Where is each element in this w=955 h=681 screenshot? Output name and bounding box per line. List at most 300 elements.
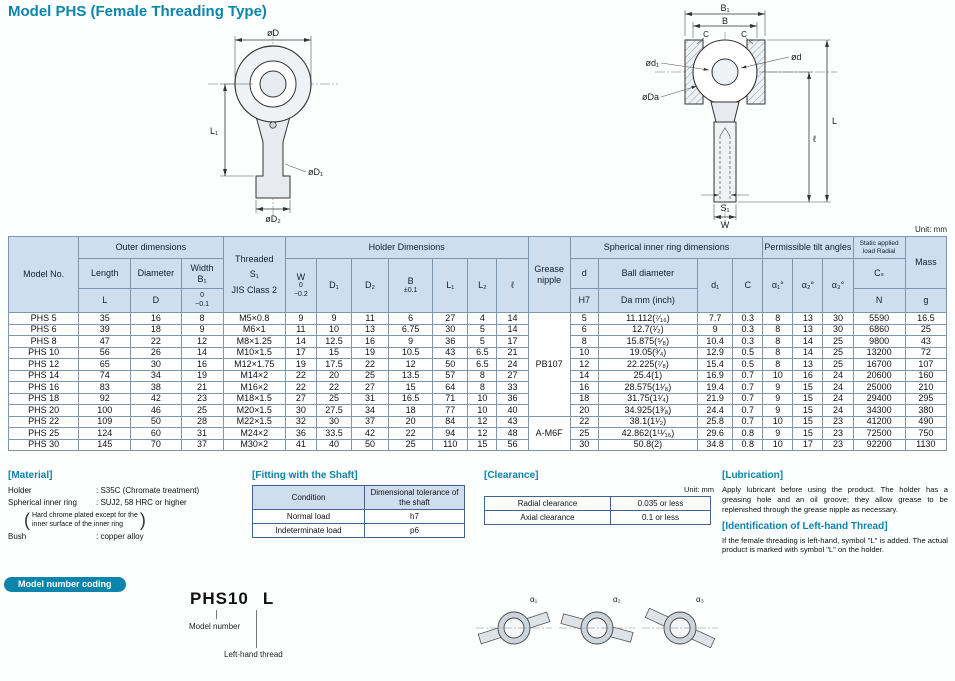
model-no-cell: PHS 8 bbox=[9, 336, 79, 348]
col-threaded: Threaded S₁ JIS Class 2 bbox=[223, 237, 285, 313]
dim-label-od: øD bbox=[267, 28, 279, 38]
spec-cell: 31.75(1¹⁄₄) bbox=[598, 393, 697, 405]
spec-cell: 0.3 bbox=[733, 336, 763, 348]
spec-cell: 57 bbox=[433, 370, 468, 382]
material-section bbox=[8, 470, 248, 544]
spec-cell: 74 bbox=[79, 370, 131, 382]
spec-cell: 36 bbox=[433, 336, 468, 348]
spec-cell: 0.7 bbox=[733, 393, 763, 405]
table-row: Radial clearance 0.035 or less bbox=[485, 497, 711, 511]
spec-cell: 42.862(1¹¹⁄₁₆) bbox=[598, 428, 697, 440]
coding-label-suffix: Left-hand thread bbox=[224, 650, 283, 659]
spec-cell: 30 bbox=[823, 313, 853, 325]
spec-cell: 750 bbox=[905, 428, 946, 440]
col-alpha2: α₂° bbox=[793, 259, 823, 313]
spec-cell: 15.875(⁵⁄₈) bbox=[598, 336, 697, 348]
model-number-example bbox=[190, 589, 274, 609]
spec-cell: 0.7 bbox=[733, 370, 763, 382]
rod-end-section-drawing bbox=[585, 2, 855, 230]
spec-cell: 8 bbox=[763, 313, 793, 325]
spec-cell: 16 bbox=[570, 382, 598, 394]
rod-end-front-view-drawing bbox=[158, 24, 398, 224]
spec-cell: 0.8 bbox=[733, 428, 763, 440]
group-outer-dimensions: Outer dimensions bbox=[79, 237, 223, 259]
spec-cell: 5 bbox=[468, 336, 497, 348]
spec-cell: 60 bbox=[131, 428, 181, 440]
spec-table-body bbox=[9, 313, 947, 451]
spec-cell: 25 bbox=[570, 428, 598, 440]
spec-cell: 41200 bbox=[853, 416, 905, 428]
spec-cell: 16.9 bbox=[698, 370, 733, 382]
spec-cell: 14 bbox=[497, 324, 528, 336]
spec-cell: 56 bbox=[79, 347, 131, 359]
spec-cell: 27 bbox=[497, 370, 528, 382]
spec-cell: 46 bbox=[131, 405, 181, 417]
model-number-coding-badge: Model number coding bbox=[4, 577, 126, 592]
spec-cell: 25 bbox=[181, 405, 223, 417]
spec-cell: 1130 bbox=[905, 439, 946, 451]
spec-cell: 12 bbox=[389, 359, 433, 371]
spec-cell: 13 bbox=[793, 359, 823, 371]
spec-cell: 34.925(1³⁄₈) bbox=[598, 405, 697, 417]
spec-cell: 64 bbox=[433, 382, 468, 394]
col-alpha3: α₃° bbox=[823, 259, 853, 313]
spec-cell: 31 bbox=[352, 393, 389, 405]
table-row: Axial clearance 0.1 or less bbox=[485, 511, 711, 525]
col-mass-unit: g bbox=[905, 289, 946, 313]
spec-cell: 18 bbox=[389, 405, 433, 417]
spec-cell: 0.7 bbox=[733, 382, 763, 394]
spec-cell: 107 bbox=[905, 359, 946, 371]
col-width: Width B₁ bbox=[181, 259, 223, 289]
spec-cell: M18×1.5 bbox=[223, 393, 285, 405]
col-b: B ±0.1 bbox=[389, 259, 433, 313]
spec-cell: 83 bbox=[79, 382, 131, 394]
spec-cell: 9 bbox=[763, 382, 793, 394]
material-inner-ring-row: Spherical inner ring : SUJ2, 58 HRC or higher bbox=[8, 498, 187, 508]
col-l1: L₁ bbox=[433, 259, 468, 313]
spec-cell: 34 bbox=[131, 370, 181, 382]
spec-cell: 109 bbox=[79, 416, 131, 428]
col-w: W 0 −0.2 bbox=[285, 259, 316, 313]
spec-cell: 31 bbox=[181, 428, 223, 440]
spec-cell: 18 bbox=[131, 324, 181, 336]
unit-note: Unit: mm bbox=[915, 225, 947, 234]
table-row bbox=[9, 370, 947, 382]
spec-cell: 380 bbox=[905, 405, 946, 417]
spec-cell: 15 bbox=[389, 382, 433, 394]
spec-cell: M16×2 bbox=[223, 382, 285, 394]
col-mass: Mass bbox=[905, 237, 946, 289]
spec-cell: 25 bbox=[352, 370, 389, 382]
coding-connector-model bbox=[216, 610, 217, 619]
col-ball-diameter: Ball diameter bbox=[598, 259, 697, 289]
dim-label-len: L bbox=[832, 116, 838, 126]
spec-cell: 4 bbox=[468, 313, 497, 325]
spec-cell: 9 bbox=[763, 428, 793, 440]
spec-cell: 19.05(³⁄₄) bbox=[598, 347, 697, 359]
spec-cell: 5590 bbox=[853, 313, 905, 325]
spec-cell: 34 bbox=[352, 405, 389, 417]
spec-cell: 15 bbox=[316, 347, 351, 359]
spec-cell: 10 bbox=[468, 393, 497, 405]
spec-cell: 21.9 bbox=[698, 393, 733, 405]
spec-cell: 8 bbox=[763, 336, 793, 348]
spec-cell: 71 bbox=[433, 393, 468, 405]
tilt-angle-label-3: α₃ bbox=[696, 595, 704, 604]
spec-cell: 42 bbox=[352, 428, 389, 440]
spec-cell: 6.5 bbox=[468, 359, 497, 371]
spec-cell: 295 bbox=[905, 393, 946, 405]
fitting-section bbox=[252, 470, 472, 538]
spec-cell: 23 bbox=[823, 416, 853, 428]
spec-cell: 10 bbox=[763, 416, 793, 428]
spec-cell: M24×2 bbox=[223, 428, 285, 440]
spec-cell: 15 bbox=[793, 405, 823, 417]
spec-cell: 23 bbox=[181, 393, 223, 405]
spec-cell: 41 bbox=[285, 439, 316, 451]
spec-cell: 7.7 bbox=[698, 313, 733, 325]
col-ell: ℓ bbox=[497, 259, 528, 313]
spec-cell: 36 bbox=[497, 393, 528, 405]
spec-cell: 14 bbox=[497, 313, 528, 325]
spec-cell: 6.75 bbox=[389, 324, 433, 336]
spec-cell: 12 bbox=[468, 416, 497, 428]
spec-cell: 160 bbox=[905, 370, 946, 382]
tilt-angle-label-2: α₂ bbox=[613, 595, 621, 604]
spec-cell: 18 bbox=[570, 393, 598, 405]
model-no-cell: PHS 12 bbox=[9, 359, 79, 371]
lubrication-section bbox=[722, 470, 948, 555]
spec-table-wrap bbox=[8, 236, 947, 451]
spec-cell: 39 bbox=[79, 324, 131, 336]
spec-cell: 110 bbox=[433, 439, 468, 451]
spec-cell: 10 bbox=[316, 324, 351, 336]
spec-cell: 14 bbox=[570, 370, 598, 382]
spec-cell: M6×1 bbox=[223, 324, 285, 336]
spec-cell: 8 bbox=[468, 382, 497, 394]
spec-cell: 15 bbox=[793, 382, 823, 394]
spec-cell: 10.5 bbox=[389, 347, 433, 359]
spec-cell: 26 bbox=[131, 347, 181, 359]
col-diameter: Diameter bbox=[131, 259, 181, 289]
spec-cell: 48 bbox=[497, 428, 528, 440]
spec-cell: 24.4 bbox=[698, 405, 733, 417]
spec-cell: 27 bbox=[433, 313, 468, 325]
spec-cell: 124 bbox=[79, 428, 131, 440]
spec-cell: 6 bbox=[570, 324, 598, 336]
model-no-cell: PHS 6 bbox=[9, 324, 79, 336]
spec-cell: 9 bbox=[285, 313, 316, 325]
spec-cell: 30 bbox=[823, 324, 853, 336]
spec-cell: 9800 bbox=[853, 336, 905, 348]
spec-cell: 14 bbox=[181, 347, 223, 359]
spec-cell: 72500 bbox=[853, 428, 905, 440]
spec-cell: 27.5 bbox=[316, 405, 351, 417]
spec-cell: 22 bbox=[352, 359, 389, 371]
spec-cell: 16 bbox=[793, 370, 823, 382]
spec-cell: 22 bbox=[285, 370, 316, 382]
spec-cell: 6860 bbox=[853, 324, 905, 336]
table-row bbox=[9, 439, 947, 451]
spec-cell: 29400 bbox=[853, 393, 905, 405]
spec-cell: 14 bbox=[285, 336, 316, 348]
spec-cell: 490 bbox=[905, 416, 946, 428]
spec-cell: 14 bbox=[793, 347, 823, 359]
spec-cell: 29.6 bbox=[698, 428, 733, 440]
spec-cell: 12.7(¹⁄₂) bbox=[598, 324, 697, 336]
spec-table-header bbox=[9, 237, 947, 313]
spec-cell: 38.1(1¹⁄₂) bbox=[598, 416, 697, 428]
fitting-col-condition: Condition bbox=[253, 486, 365, 510]
table-row bbox=[9, 416, 947, 428]
spec-cell: 12.5 bbox=[316, 336, 351, 348]
spec-cell: 22 bbox=[131, 336, 181, 348]
spec-cell: 8 bbox=[181, 313, 223, 325]
spec-cell: 13.5 bbox=[389, 370, 433, 382]
spec-cell: 47 bbox=[79, 336, 131, 348]
spec-cell: 23 bbox=[823, 439, 853, 451]
model-no-cell: PHS 22 bbox=[9, 416, 79, 428]
col-ball-sub: Da mm (inch) bbox=[598, 289, 697, 313]
spec-cell: 35 bbox=[79, 313, 131, 325]
spec-cell: 9 bbox=[389, 336, 433, 348]
spec-cell: 10 bbox=[570, 347, 598, 359]
close-paren: ) bbox=[139, 509, 146, 530]
col-d-fit: H7 bbox=[570, 289, 598, 313]
spec-cell: M14×2 bbox=[223, 370, 285, 382]
open-paren: ( bbox=[24, 509, 30, 530]
spec-table bbox=[8, 236, 947, 451]
clearance-table bbox=[484, 496, 711, 525]
spec-cell: 15 bbox=[793, 416, 823, 428]
group-inner-ring-dimensions: Spherical inner ring dimensions bbox=[570, 237, 763, 259]
spec-cell: 10 bbox=[468, 405, 497, 417]
table-row bbox=[9, 393, 947, 405]
dim-label-od2: øD₂ bbox=[265, 214, 281, 224]
col-model: Model No. bbox=[9, 237, 79, 313]
dim-label-oda: øDa bbox=[641, 92, 659, 102]
spec-cell: 17 bbox=[793, 439, 823, 451]
spec-cell: 8 bbox=[763, 359, 793, 371]
spec-cell: 24 bbox=[823, 382, 853, 394]
spec-cell: 56 bbox=[497, 439, 528, 451]
spec-cell: 16.5 bbox=[389, 393, 433, 405]
page-title: Model PHS (Female Threading Type) bbox=[8, 3, 267, 20]
spec-cell: M10×1.5 bbox=[223, 347, 285, 359]
col-length: Length bbox=[79, 259, 131, 289]
dim-label-l1: L₁ bbox=[209, 126, 218, 136]
dim-label-c-right: C bbox=[741, 30, 747, 39]
spec-cell: 15.4 bbox=[698, 359, 733, 371]
spec-cell: 32 bbox=[285, 416, 316, 428]
col-alpha1: α₁° bbox=[763, 259, 793, 313]
spec-cell: 30 bbox=[316, 416, 351, 428]
spec-cell: 22 bbox=[285, 382, 316, 394]
spec-cell: 42 bbox=[131, 393, 181, 405]
spec-cell: 13 bbox=[793, 324, 823, 336]
model-no-cell: PHS 10 bbox=[9, 347, 79, 359]
group-static-load: Static applied load Radial bbox=[853, 237, 905, 259]
spec-cell: 210 bbox=[905, 382, 946, 394]
spec-cell: 50.8(2) bbox=[598, 439, 697, 451]
spec-cell: 21 bbox=[181, 382, 223, 394]
model-no-cell: PHS 25 bbox=[9, 428, 79, 440]
coding-label-model: Model number bbox=[189, 622, 241, 631]
model-no-cell: PHS 20 bbox=[9, 405, 79, 417]
spec-cell: 92200 bbox=[853, 439, 905, 451]
spec-cell: 20 bbox=[316, 370, 351, 382]
dim-label-w: W bbox=[720, 220, 730, 230]
group-holder-dimensions: Holder Dimensions bbox=[285, 237, 528, 259]
spec-cell: 0.7 bbox=[733, 405, 763, 417]
spec-cell: 22 bbox=[316, 382, 351, 394]
spec-cell: 0.3 bbox=[733, 324, 763, 336]
material-inner-ring-note: ( Hard chrome plated except for the inner surface of the inner ring ) bbox=[24, 509, 146, 530]
model-no-cell: PHS 18 bbox=[9, 393, 79, 405]
spec-cell: M30×2 bbox=[223, 439, 285, 451]
spec-cell: 30 bbox=[433, 324, 468, 336]
spec-cell: M5×0.8 bbox=[223, 313, 285, 325]
spec-cell: 25 bbox=[823, 347, 853, 359]
spec-cell: 13 bbox=[352, 324, 389, 336]
spec-cell: 19 bbox=[285, 359, 316, 371]
spec-cell: 65 bbox=[79, 359, 131, 371]
clearance-unit-note: Unit: mm bbox=[684, 485, 714, 494]
tilt-diagram-2 bbox=[559, 595, 635, 644]
spec-cell: 21 bbox=[497, 347, 528, 359]
table-row bbox=[9, 428, 947, 440]
spec-cell: 50 bbox=[352, 439, 389, 451]
spec-cell: 11 bbox=[352, 313, 389, 325]
spec-cell: 25.4(1) bbox=[598, 370, 697, 382]
spec-cell: 9 bbox=[181, 324, 223, 336]
spec-cell: 17.5 bbox=[316, 359, 351, 371]
clearance-section bbox=[484, 470, 716, 525]
spec-cell: 37 bbox=[352, 416, 389, 428]
spec-cell: 11.112(⁷⁄₁₆) bbox=[598, 313, 697, 325]
col-l2: L₂ bbox=[468, 259, 497, 313]
spec-cell: 9 bbox=[698, 324, 733, 336]
spec-cell: 11 bbox=[285, 324, 316, 336]
spec-cell: 5 bbox=[468, 324, 497, 336]
spec-cell: 14 bbox=[793, 336, 823, 348]
spec-cell: 24 bbox=[823, 370, 853, 382]
col-d: d bbox=[570, 259, 598, 289]
spec-cell: 22 bbox=[570, 416, 598, 428]
spec-cell: 23 bbox=[823, 428, 853, 440]
fitting-table bbox=[252, 485, 465, 538]
spec-cell: 72 bbox=[905, 347, 946, 359]
spec-cell: 27 bbox=[352, 382, 389, 394]
spec-cell: 12 bbox=[181, 336, 223, 348]
col-length-sym: L bbox=[79, 289, 131, 313]
spec-cell: 100 bbox=[79, 405, 131, 417]
table-row bbox=[9, 382, 947, 394]
coding-connector-suffix bbox=[256, 610, 257, 648]
spec-cell: 12 bbox=[468, 428, 497, 440]
spec-cell: 8 bbox=[468, 370, 497, 382]
spec-cell: 22.225(⁷⁄₈) bbox=[598, 359, 697, 371]
model-no-cell: PHS 16 bbox=[9, 382, 79, 394]
spec-cell: 9 bbox=[763, 405, 793, 417]
spec-cell: 43 bbox=[497, 416, 528, 428]
spec-cell: 92 bbox=[79, 393, 131, 405]
spec-cell: 28 bbox=[181, 416, 223, 428]
tilt-angle-label-1: α₁ bbox=[530, 595, 538, 604]
dim-label-ell: ℓ bbox=[813, 134, 816, 144]
spec-cell: 38 bbox=[131, 382, 181, 394]
spec-cell: M12×1.75 bbox=[223, 359, 285, 371]
dim-label-c-left: C bbox=[703, 30, 709, 39]
spec-cell: 19.4 bbox=[698, 382, 733, 394]
left-hand-text: If the female threading is left-hand, symbol "L" is added. The actual product is marked with symbol "L" on the holder. bbox=[722, 535, 948, 555]
col-c: C bbox=[733, 259, 763, 313]
spec-cell: 33.5 bbox=[316, 428, 351, 440]
spec-cell: M8×1.25 bbox=[223, 336, 285, 348]
tilt-angle-diagrams bbox=[472, 576, 722, 676]
spec-cell: 25 bbox=[823, 359, 853, 371]
dim-label-od-shaft: ød bbox=[791, 52, 802, 62]
dim-label-s1: S₁ bbox=[720, 203, 730, 213]
grease-nipple-value: A-M6F bbox=[528, 416, 570, 451]
spec-cell: 6.5 bbox=[468, 347, 497, 359]
spec-cell: 8 bbox=[763, 347, 793, 359]
spec-cell: 30 bbox=[570, 439, 598, 451]
table-row: Normal load h7 bbox=[253, 510, 465, 524]
spec-cell: 43 bbox=[905, 336, 946, 348]
spec-cell: 16 bbox=[181, 359, 223, 371]
spec-cell: 8 bbox=[570, 336, 598, 348]
spec-cell: 16 bbox=[352, 336, 389, 348]
table-row: Indeterminate load p6 bbox=[253, 524, 465, 538]
table-row bbox=[9, 359, 947, 371]
spec-cell: 19 bbox=[181, 370, 223, 382]
spec-cell: 9 bbox=[316, 313, 351, 325]
col-diameter-sym: D bbox=[131, 289, 181, 313]
spec-cell: 10 bbox=[763, 370, 793, 382]
spec-cell: 0.5 bbox=[733, 347, 763, 359]
spec-cell: 36 bbox=[285, 428, 316, 440]
group-tilt-angles: Permissible tilt angles bbox=[763, 237, 853, 259]
table-row bbox=[9, 324, 947, 336]
spec-cell: 24 bbox=[823, 393, 853, 405]
spec-cell: 77 bbox=[433, 405, 468, 417]
col-cs: Cₛ bbox=[853, 259, 905, 289]
spec-cell: 10.4 bbox=[698, 336, 733, 348]
example-model-number: PHS10 bbox=[190, 589, 249, 608]
spec-cell: 25000 bbox=[853, 382, 905, 394]
spec-cell: 5 bbox=[570, 313, 598, 325]
grease-nipple-value: PB107 bbox=[528, 313, 570, 417]
col-grease-nipple: Grease nipple bbox=[528, 237, 570, 313]
col-di1: d₁ bbox=[698, 259, 733, 313]
spec-cell: 15 bbox=[793, 428, 823, 440]
spec-cell: 25 bbox=[316, 393, 351, 405]
spec-cell: M22×1.5 bbox=[223, 416, 285, 428]
spec-cell: 84 bbox=[433, 416, 468, 428]
spec-cell: 25 bbox=[823, 336, 853, 348]
example-suffix: L bbox=[262, 589, 275, 608]
spec-cell: 13200 bbox=[853, 347, 905, 359]
col-width-tol: 0 −0.1 bbox=[181, 289, 223, 313]
spec-cell: 6 bbox=[389, 313, 433, 325]
grease-nipple-mark bbox=[270, 122, 276, 128]
spec-cell: 0.7 bbox=[733, 416, 763, 428]
spec-cell: 13 bbox=[793, 313, 823, 325]
spec-cell: 15 bbox=[793, 393, 823, 405]
spec-cell: 0.3 bbox=[733, 313, 763, 325]
